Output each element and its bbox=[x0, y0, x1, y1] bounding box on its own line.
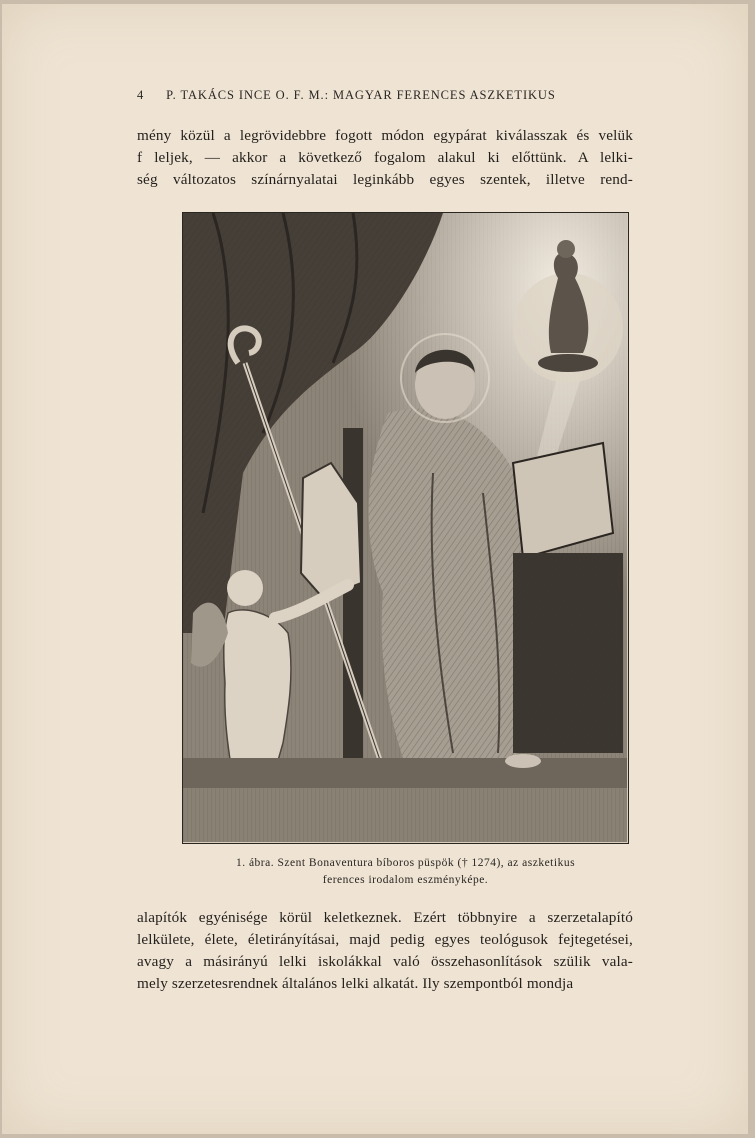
running-header bbox=[137, 88, 632, 103]
book-page bbox=[2, 4, 748, 1134]
caption-line: 1. ábra. Szent Bonaventura bíboros püspök († 1274), az aszketikus bbox=[235, 857, 576, 869]
text-line: mely szerzetesrendnek általános lelki alkatát. Ily szempontból mondja bbox=[137, 975, 574, 992]
text-line: lelkülete, élete, életirányításai, majd pedig egyes teológusok fejtegetései, bbox=[137, 931, 633, 948]
figure-caption bbox=[182, 855, 629, 889]
text-line: mény közül a legrövidebbre fogott módon egypárat kiválasszak és velük bbox=[137, 127, 633, 144]
text-line: ség változatos színárnyalatai leginkább egyes szentek, illetve rend- bbox=[137, 171, 633, 188]
saint-bonaventure-engraving bbox=[183, 213, 627, 842]
page-number: 4 bbox=[137, 88, 145, 102]
paragraph-top bbox=[137, 125, 633, 191]
text-line: avagy a másirányú lelki iskolákkal való összehasonlítások szülik vala- bbox=[137, 953, 633, 970]
running-title: P. TAKÁCS INCE O. F. M.: MAGYAR FERENCES ASZKETIKUS bbox=[166, 88, 556, 102]
paragraph-bottom bbox=[137, 907, 633, 995]
caption-line: ferences irodalom eszményképe. bbox=[322, 874, 489, 886]
text-line: alapítók egyénisége körül keletkeznek. Ezért többnyire a szerzetalapító bbox=[137, 909, 633, 926]
text-line: f leljek, — akkor a következő fogalom alakul ki előttünk. A lelki- bbox=[137, 149, 633, 166]
engraving-figure bbox=[182, 212, 629, 844]
